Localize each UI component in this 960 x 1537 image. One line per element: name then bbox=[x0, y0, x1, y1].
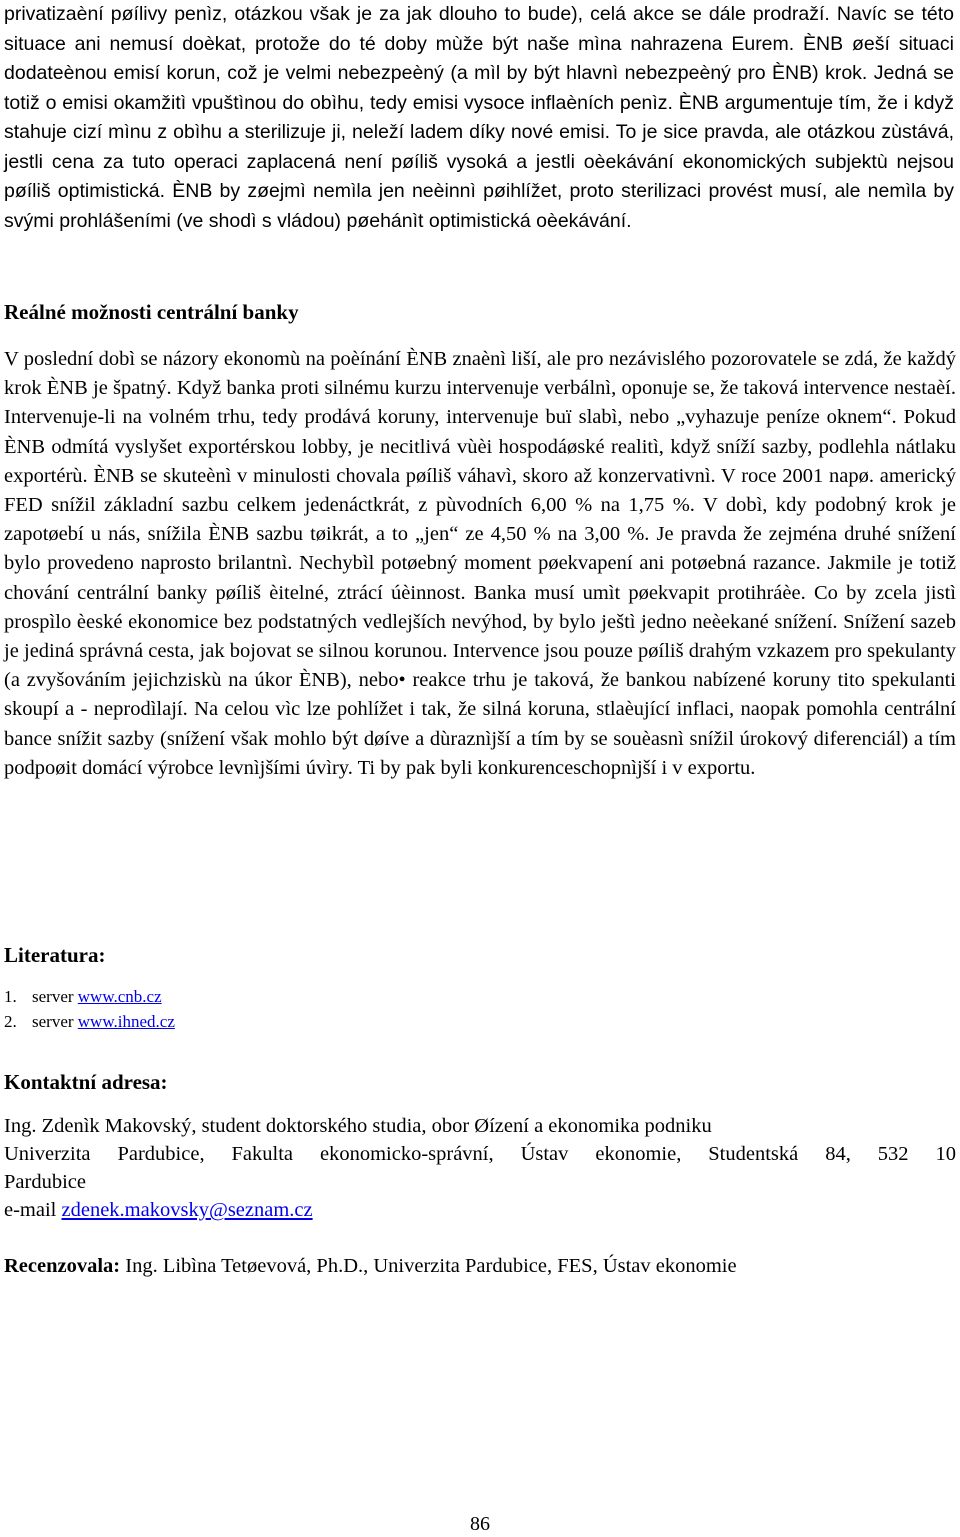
main-paragraph: V poslední dobì se názory ekonomù na poèínání ÈNB znaènì liší, ale pro nezávislého pozorovatele se zdá, že každý krok ÈNB je špatný. Když banka proti silnému kurzu intervenuje verbálnì, oponuje se, že taková intervence nestaèí. Intervenuje-li na volném trhu, tedy prodává koruny, intervenuje buï slabì, nebo „vyhazuje peníze oknem“. Pokud ÈNB odmítá vyslyšet exportérskou lobby, je necitlivá vùèi hospodáøské realitì, když sníží sazby, podlehla nátlaku exportérù. ÈNB se skuteènì v minulosti chovala pøíliš váhavì, skoro až konzervativnì. V roce 2001 napø. americký FED snížil základní sazbu celkem jedenáctkrát, z pùvodních 6,00 % na 1,75 %. V dobì, kdy podobný krok je zapotøebí u nás, snížila ÈNB sazbu tøikrát, a to „jen“ ze 4,50 % na 3,00 %. Je pravda že zejména druhé snížení bylo provedeno naprosto brilantnì. Nechybìl potøebný moment pøekvapení ani potøebná razance. Jakmile je totiž chování centrální banky pøíliš èitelné, ztrácí úèinnost. Banka musí umìt pøekvapit protihráèe. Co by zcela jistì prospìlo èeské ekonomice bez podstatných vedlejších nevýhod, by bylo ještì jedno neèekané snížení. Snížení sazeb je jediná správná cesta, jak bojovat se silnou korunou. Intervence jsou pouze pøíliš drahým vzkazem pro spekulanty (a zvyšováním jejichziskù na úkor ÈNB), nebo• reakce trhu je taková, že bankou nabízené koruny tito spekulanti skoupí a - neprodìlají. Na celou vìc lze pohlížet i tak, že silná koruna, stlaèující inflaci, naopak pomohla centrální bance snížit sazby (snížení však mohlo být døíve a dùraznìjší a tím by se souèasnì snížil úrokový diferenciál) a tím podpoøit domácí výrobce levnìjšími úvìry. Ti by pak byli konkurenceschopnìjší i v exportu. bbox=[4, 348, 956, 779]
ihned-link[interactable]: www.ihned.cz bbox=[77, 1012, 175, 1031]
contact-heading: Kontaktní adresa: bbox=[4, 1070, 168, 1094]
review-line bbox=[4, 1255, 737, 1278]
list-item bbox=[4, 1009, 175, 1034]
contact-city-line: Pardubice bbox=[4, 1171, 86, 1193]
list-item-number: 2. bbox=[4, 1012, 17, 1031]
list-item bbox=[4, 984, 175, 1009]
intro-paragraph: privatizaèní pøílivy penìz, otázkou však je za jak dlouho to bude), celá akce se dále prodraží. Navíc se této situace ani nemusí doèkat, protože do té doby mùže být naše mìna nahrazena Eurem. ÈNB øeší situaci dodateènou emisí korun, což je velmi nebezpeèný (a mìl by být hlavnì nebezpeèný pro ÈNB) krok. Jedná se totiž o emisi okamžitì vpuštìnou do obìhu, tedy emisi vysoce inflaèních penìz. ÈNB argumentuje tím, že i když stahuje cizí mìnu z obìhu a sterilizuje ji, neleží ladem díky nové emisi. To je sice pravda, ale otázkou zùstává, jestli cena za tuto operaci zaplacená není pøíliš vysoká a jestli oèekávání ekonomických subjektù nejsou pøíliš optimistická. ÈNB by zøejmì nemìla jen neèinnì pøihlížet, proto sterilizaci provést musí, ale nemìla by svými prohlášeními (ve shodì s vládou) pøehánìt optimistická oèekávání. bbox=[4, 3, 954, 232]
review-text: Ing. Libìna Tetøevová, Ph.D., Univerzita Pardubice, FES, Ústav ekonomie bbox=[120, 1255, 737, 1277]
list-item-prefix: server bbox=[32, 987, 78, 1006]
contact-email-line bbox=[4, 1196, 956, 1224]
cnb-link[interactable]: www.cnb.cz bbox=[77, 987, 162, 1006]
section-heading: Reálné možnosti centrální banky bbox=[4, 300, 299, 324]
literature-list bbox=[4, 984, 175, 1034]
list-item-number: 1. bbox=[4, 987, 17, 1006]
contact-name-line: Ing. Zdenìk Makovský, student doktorského studia, obor Øízení a ekonomika podniku bbox=[4, 1115, 712, 1137]
page-number: 86 bbox=[470, 1513, 490, 1535]
review-label: Recenzovala: bbox=[4, 1255, 121, 1277]
contact-block bbox=[4, 1112, 956, 1224]
list-item-prefix: server bbox=[32, 1012, 78, 1031]
email-label: e-mail bbox=[4, 1199, 62, 1221]
contact-address-line: Univerzita Pardubice, Fakulta ekonomicko-správní, Ústav ekonomie, Studentská 84, 532 10 bbox=[4, 1143, 956, 1165]
literature-heading: Literatura: bbox=[4, 943, 106, 967]
email-link[interactable]: zdenek.makovsky@seznam.cz bbox=[61, 1199, 313, 1221]
